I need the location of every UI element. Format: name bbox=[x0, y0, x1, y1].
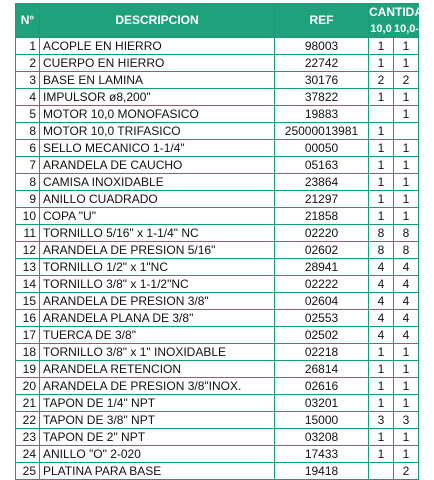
table-row bbox=[16, 157, 419, 174]
cell-ref: 00050 bbox=[275, 140, 369, 157]
cell-no: 10 bbox=[16, 208, 40, 225]
cell-cantidad-b: 1 bbox=[394, 174, 419, 191]
cell-cantidad-a: 8 bbox=[369, 242, 394, 259]
table-row bbox=[16, 242, 419, 259]
cell-no: 3 bbox=[16, 72, 40, 89]
cell-ref: 02616 bbox=[275, 378, 369, 395]
cell-cantidad-a: 1 bbox=[369, 123, 394, 140]
cell-ref: 19883 bbox=[275, 106, 369, 123]
table-row bbox=[16, 327, 419, 344]
cell-descripcion: TAPON DE 2" NPT bbox=[40, 429, 275, 446]
header-cantidad: CANTIDAD bbox=[369, 4, 419, 22]
cell-cantidad-a: 1 bbox=[369, 361, 394, 378]
cell-cantidad-b: 1 bbox=[394, 106, 419, 123]
cell-no: 12 bbox=[16, 242, 40, 259]
cell-ref: 23864 bbox=[275, 174, 369, 191]
cell-ref: 98003 bbox=[275, 38, 369, 55]
cell-ref: 02222 bbox=[275, 276, 369, 293]
cell-descripcion: IMPULSOR ø8,200" bbox=[40, 89, 275, 106]
cell-no: 8 bbox=[16, 123, 40, 140]
cell-descripcion: TORNILLO 3/8" x 1-1/2"NC bbox=[40, 276, 275, 293]
cell-cantidad-a: 1 bbox=[369, 174, 394, 191]
cell-descripcion: TUERCA DE 3/8" bbox=[40, 327, 275, 344]
cell-no: 16 bbox=[16, 310, 40, 327]
cell-descripcion: MOTOR 10,0 TRIFASICO bbox=[40, 123, 275, 140]
table-row bbox=[16, 89, 419, 106]
table-row bbox=[16, 293, 419, 310]
cell-no: 1 bbox=[16, 38, 40, 55]
table-row bbox=[16, 344, 419, 361]
cell-descripcion: TORNILLO 3/8" x 1" INOXIDABLE bbox=[40, 344, 275, 361]
cell-ref: 19418 bbox=[275, 463, 369, 480]
cell-descripcion: CUERPO EN HIERRO bbox=[40, 55, 275, 72]
cell-ref: 02604 bbox=[275, 293, 369, 310]
cell-cantidad-b: 8 bbox=[394, 242, 419, 259]
cell-ref: 02602 bbox=[275, 242, 369, 259]
cell-cantidad-b: 1 bbox=[394, 38, 419, 55]
cell-cantidad-b: 1 bbox=[394, 140, 419, 157]
cell-cantidad-b: 1 bbox=[394, 55, 419, 72]
cell-cantidad-b: 4 bbox=[394, 259, 419, 276]
cell-ref: 03201 bbox=[275, 395, 369, 412]
cell-cantidad-a bbox=[369, 463, 394, 480]
cell-cantidad-a: 1 bbox=[369, 395, 394, 412]
table-body bbox=[16, 38, 419, 480]
cell-descripcion: CAMISA INOXIDABLE bbox=[40, 174, 275, 191]
cell-cantidad-a: 4 bbox=[369, 310, 394, 327]
cell-no: 9 bbox=[16, 191, 40, 208]
cell-descripcion: ARANDELA DE CAUCHO bbox=[40, 157, 275, 174]
cell-ref: 37822 bbox=[275, 89, 369, 106]
table-row bbox=[16, 395, 419, 412]
header-cantidad-col-b: 10,0-1 bbox=[394, 22, 419, 38]
cell-cantidad-b: 1 bbox=[394, 157, 419, 174]
cell-no: 23 bbox=[16, 429, 40, 446]
cell-no: 2 bbox=[16, 55, 40, 72]
cell-no: 15 bbox=[16, 293, 40, 310]
cell-ref: 15000 bbox=[275, 412, 369, 429]
cell-ref: 21858 bbox=[275, 208, 369, 225]
table-row bbox=[16, 174, 419, 191]
cell-cantidad-a: 4 bbox=[369, 259, 394, 276]
cell-no: 17 bbox=[16, 327, 40, 344]
parts-list-table-container bbox=[15, 3, 432, 480]
cell-ref: 28941 bbox=[275, 259, 369, 276]
cell-cantidad-a: 1 bbox=[369, 157, 394, 174]
cell-no: 25 bbox=[16, 463, 40, 480]
cell-ref: 17433 bbox=[275, 446, 369, 463]
header-descripcion: DESCRIPCION bbox=[40, 4, 275, 38]
table-row bbox=[16, 38, 419, 55]
cell-cantidad-a: 4 bbox=[369, 276, 394, 293]
cell-cantidad-a: 1 bbox=[369, 429, 394, 446]
cell-cantidad-b bbox=[394, 123, 419, 140]
cell-descripcion: ACOPLE EN HIERRO bbox=[40, 38, 275, 55]
cell-cantidad-a: 1 bbox=[369, 38, 394, 55]
cell-cantidad-a: 1 bbox=[369, 89, 394, 106]
cell-no: 8 bbox=[16, 174, 40, 191]
table-row bbox=[16, 72, 419, 89]
cell-cantidad-b: 4 bbox=[394, 293, 419, 310]
cell-cantidad-b: 1 bbox=[394, 378, 419, 395]
cell-ref: 02220 bbox=[275, 225, 369, 242]
cell-no: 24 bbox=[16, 446, 40, 463]
cell-cantidad-a: 2 bbox=[369, 72, 394, 89]
cell-ref: 05163 bbox=[275, 157, 369, 174]
cell-no: 14 bbox=[16, 276, 40, 293]
table-row bbox=[16, 361, 419, 378]
table-row bbox=[16, 378, 419, 395]
cell-ref: 22742 bbox=[275, 55, 369, 72]
cell-descripcion: ARANDELA PLANA DE 3/8" bbox=[40, 310, 275, 327]
table-row bbox=[16, 106, 419, 123]
table-row bbox=[16, 446, 419, 463]
cell-cantidad-b: 1 bbox=[394, 446, 419, 463]
table-row bbox=[16, 140, 419, 157]
cell-no: 13 bbox=[16, 259, 40, 276]
parts-list-table bbox=[15, 3, 432, 480]
cell-cantidad-b: 4 bbox=[394, 276, 419, 293]
cell-no: 21 bbox=[16, 395, 40, 412]
cell-no: 18 bbox=[16, 344, 40, 361]
cell-cantidad-b: 4 bbox=[394, 310, 419, 327]
cell-ref: 02553 bbox=[275, 310, 369, 327]
cell-cantidad-a: 8 bbox=[369, 225, 394, 242]
cell-cantidad-a: 1 bbox=[369, 344, 394, 361]
cell-cantidad-a: 4 bbox=[369, 327, 394, 344]
cell-cantidad-a: 4 bbox=[369, 293, 394, 310]
table-row bbox=[16, 225, 419, 242]
cell-ref: 02502 bbox=[275, 327, 369, 344]
cell-cantidad-b: 1 bbox=[394, 89, 419, 106]
cell-ref: 02218 bbox=[275, 344, 369, 361]
cell-cantidad-b: 1 bbox=[394, 395, 419, 412]
table-row bbox=[16, 463, 419, 480]
cell-descripcion: ARANDELA DE PRESION 5/16" bbox=[40, 242, 275, 259]
cell-descripcion: ARANDELA DE PRESION 3/8" bbox=[40, 293, 275, 310]
cell-cantidad-b: 1 bbox=[394, 344, 419, 361]
table-header bbox=[16, 4, 432, 38]
cell-no: 7 bbox=[16, 157, 40, 174]
cell-ref: 25000013981 bbox=[275, 123, 369, 140]
cell-descripcion: BASE EN LAMINA bbox=[40, 72, 275, 89]
cell-descripcion: ARANDELA DE PRESION 3/8"INOX. bbox=[40, 378, 275, 395]
cell-ref: 03208 bbox=[275, 429, 369, 446]
cell-no: 22 bbox=[16, 412, 40, 429]
cell-cantidad-a: 1 bbox=[369, 208, 394, 225]
cell-ref: 21297 bbox=[275, 191, 369, 208]
cell-descripcion: ANILLO "O" 2-020 bbox=[40, 446, 275, 463]
cell-no: 6 bbox=[16, 140, 40, 157]
header-ref: REF bbox=[275, 4, 369, 38]
cell-cantidad-b: 1 bbox=[394, 208, 419, 225]
cell-no: 4 bbox=[16, 89, 40, 106]
cell-cantidad-b: 4 bbox=[394, 327, 419, 344]
cell-descripcion: TORNILLO 5/16" x 1-1/4" NC bbox=[40, 225, 275, 242]
table-row bbox=[16, 191, 419, 208]
cell-descripcion: TAPON DE 3/8" NPT bbox=[40, 412, 275, 429]
table-row bbox=[16, 276, 419, 293]
cell-no: 5 bbox=[16, 106, 40, 123]
table-row bbox=[16, 259, 419, 276]
cell-cantidad-b: 8 bbox=[394, 225, 419, 242]
cell-cantidad-b: 2 bbox=[394, 72, 419, 89]
cell-cantidad-a: 1 bbox=[369, 191, 394, 208]
cell-cantidad-b: 3 bbox=[394, 412, 419, 429]
cell-cantidad-a: 1 bbox=[369, 140, 394, 157]
cell-descripcion: MOTOR 10,0 MONOFASICO bbox=[40, 106, 275, 123]
cell-no: 19 bbox=[16, 361, 40, 378]
header-no: N° bbox=[16, 4, 40, 38]
cell-cantidad-a: 1 bbox=[369, 446, 394, 463]
cell-descripcion: TORNILLO 1/2" x 1"NC bbox=[40, 259, 275, 276]
table-row bbox=[16, 55, 419, 72]
cell-cantidad-a: 1 bbox=[369, 378, 394, 395]
table-row bbox=[16, 310, 419, 327]
cell-cantidad-a: 3 bbox=[369, 412, 394, 429]
cell-descripcion: ANILLO CUADRADO bbox=[40, 191, 275, 208]
table-row bbox=[16, 429, 419, 446]
cell-cantidad-b: 1 bbox=[394, 361, 419, 378]
table-row bbox=[16, 208, 419, 225]
cell-ref: 30176 bbox=[275, 72, 369, 89]
cell-cantidad-b: 1 bbox=[394, 191, 419, 208]
cell-descripcion: SELLO MECANICO 1-1/4" bbox=[40, 140, 275, 157]
cell-descripcion: TAPON DE 1/4" NPT bbox=[40, 395, 275, 412]
cell-cantidad-a bbox=[369, 106, 394, 123]
cell-no: 11 bbox=[16, 225, 40, 242]
cell-no: 20 bbox=[16, 378, 40, 395]
table-row bbox=[16, 123, 419, 140]
cell-descripcion: COPA "U" bbox=[40, 208, 275, 225]
cell-descripcion: ARANDELA RETENCION bbox=[40, 361, 275, 378]
cell-descripcion: PLATINA PARA BASE bbox=[40, 463, 275, 480]
cell-cantidad-a: 1 bbox=[369, 55, 394, 72]
header-cantidad-col-a: 10,0 bbox=[369, 22, 394, 38]
cell-cantidad-b: 1 bbox=[394, 429, 419, 446]
table-row bbox=[16, 412, 419, 429]
cell-cantidad-b: 2 bbox=[394, 463, 419, 480]
cell-ref: 26814 bbox=[275, 361, 369, 378]
